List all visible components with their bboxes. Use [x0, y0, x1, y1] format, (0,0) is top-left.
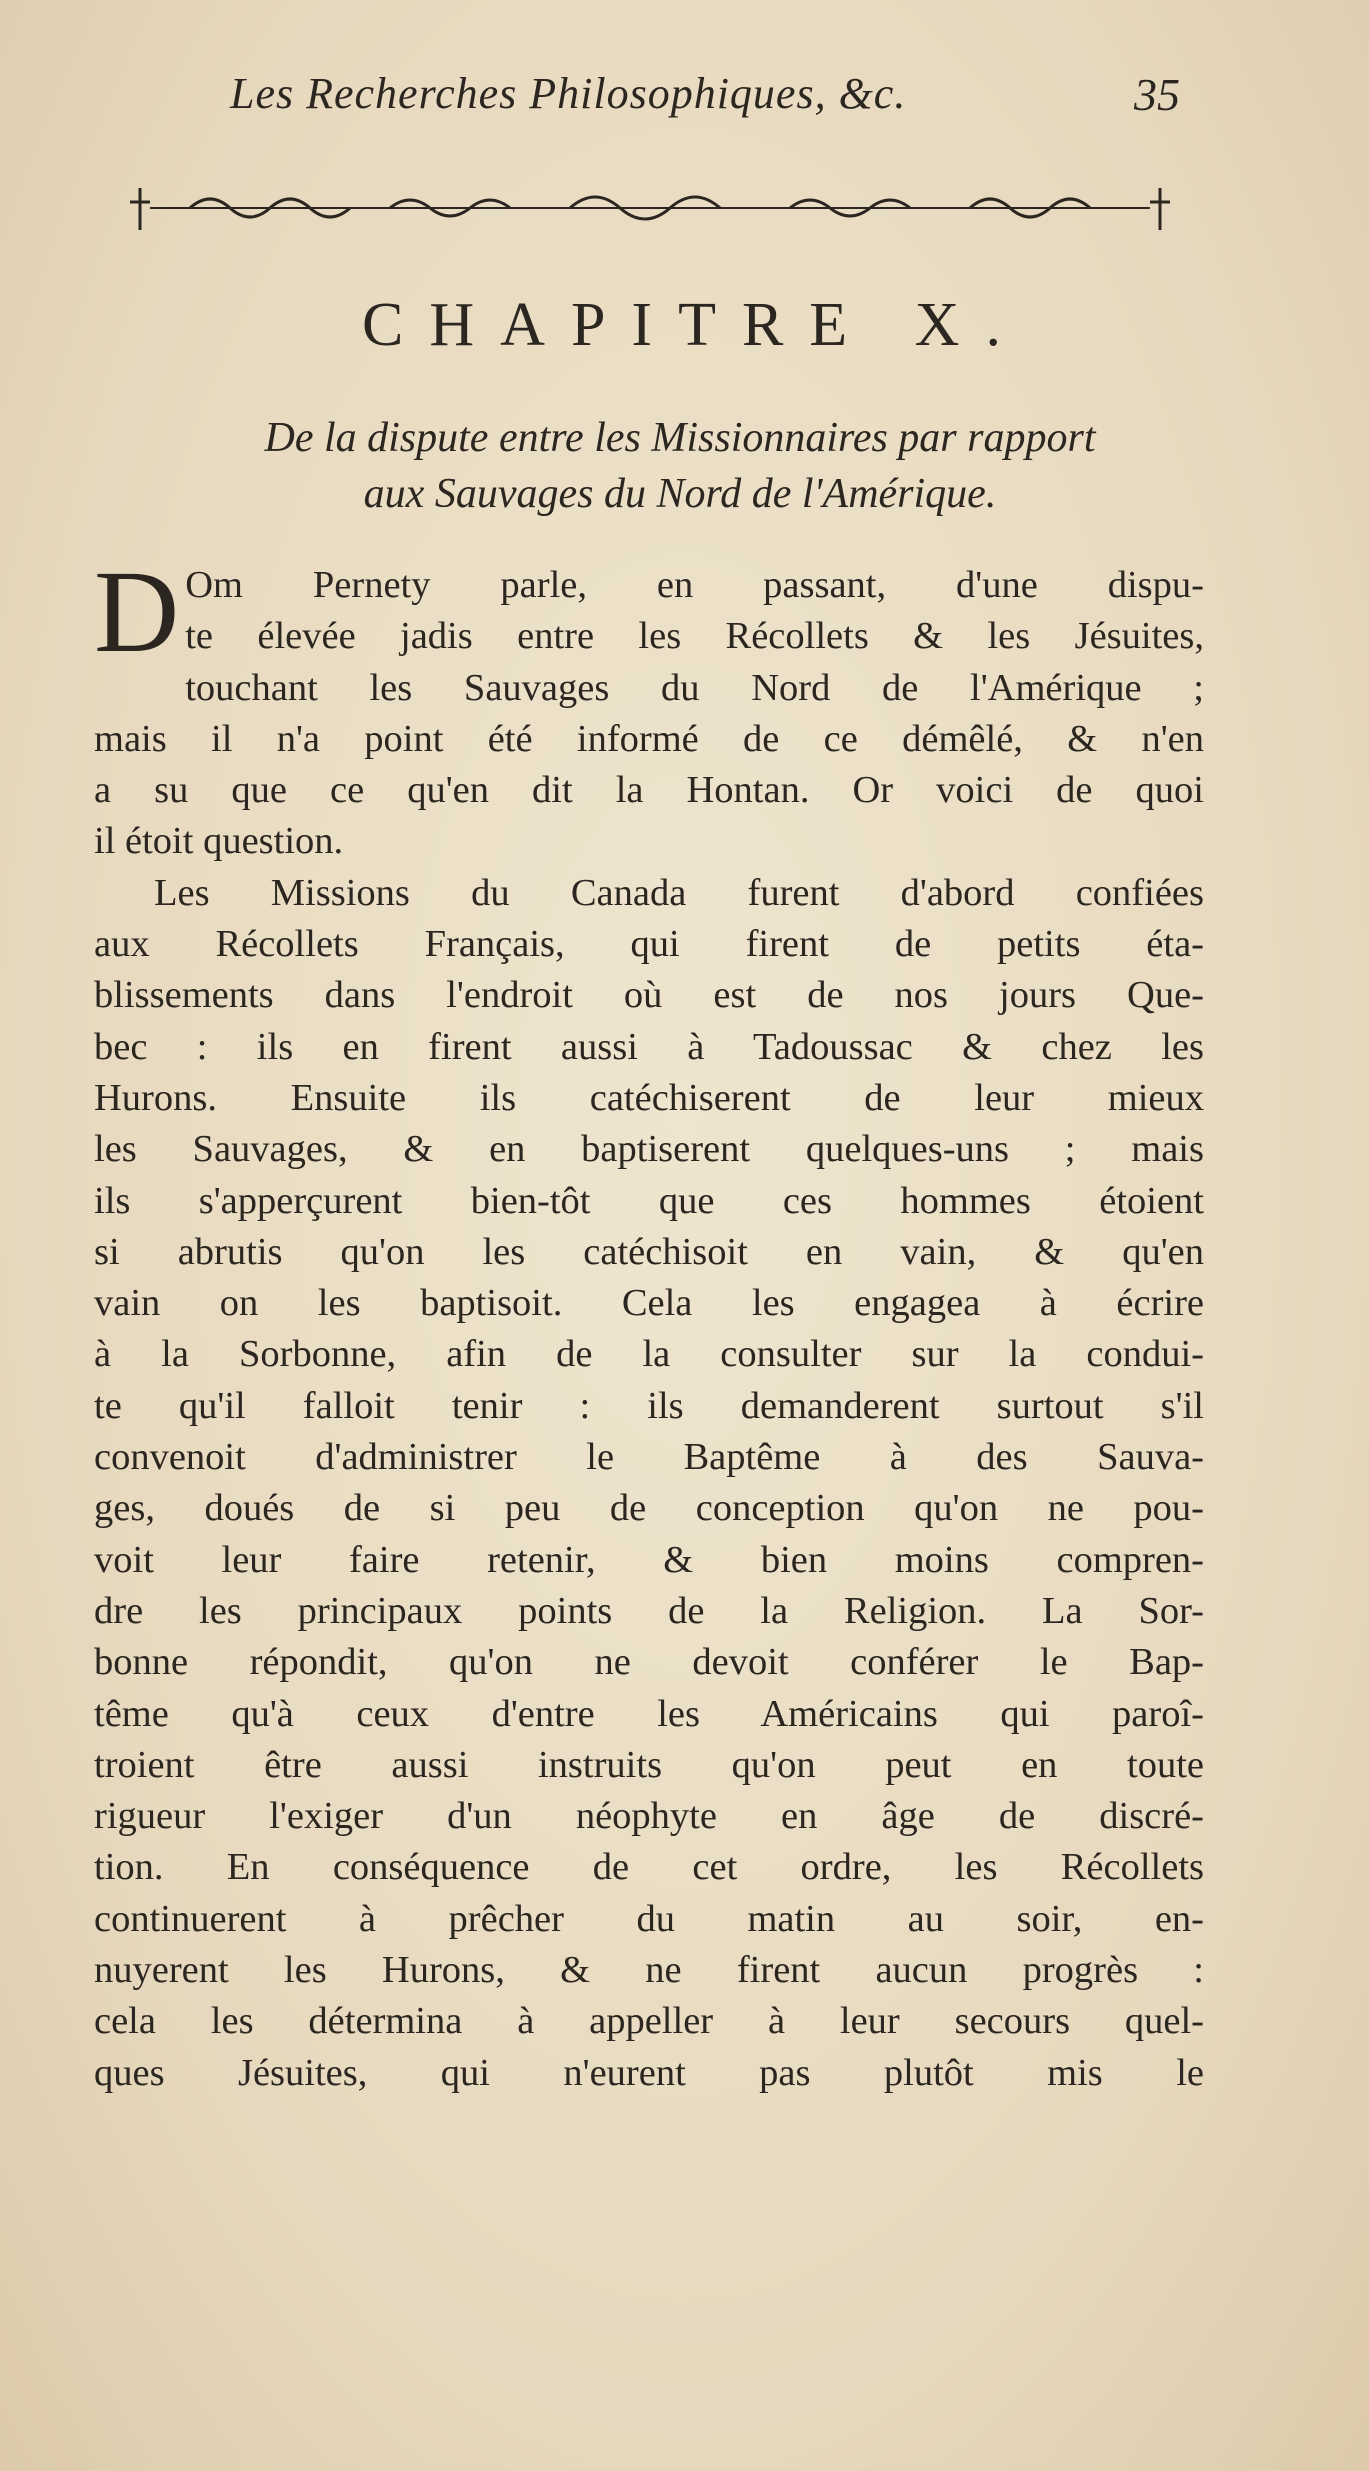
- subtitle-line: aux Sauvages du Nord de l'Amérique.: [363, 471, 997, 517]
- drop-cap: D: [94, 546, 180, 677]
- text-line: nuyerent les Hurons, & ne firent aucun progrès :: [94, 1949, 1204, 1992]
- text-line: troient être aussi instruits qu'on peut en toute: [94, 1743, 1204, 1786]
- text-line: mais il n'a point été informé de ce démêlé, & n'en: [94, 717, 1204, 760]
- text-line: ges, doués de si peu de conception qu'on ne pou-: [94, 1487, 1204, 1530]
- text-line: convenoit d'administrer le Baptême à des Sauva-: [94, 1436, 1204, 1479]
- ornament-divider: [130, 178, 1170, 238]
- text-line: Om Pernety parle, en passant, d'une dispu-: [185, 564, 1204, 606]
- text-line: touchant les Sauvages du Nord de l'Amérique ;: [185, 666, 1204, 709]
- text-line: Hurons. Ensuite ils catéchiserent de leur mieux: [94, 1076, 1204, 1119]
- page-number: 35: [1134, 69, 1180, 120]
- text-line: vain on les baptisoit. Cela les engagea à écrire: [94, 1282, 1204, 1325]
- running-title: Les Recherches Philosophiques, &c.: [230, 69, 907, 118]
- text-line: tême qu'à ceux d'entre les Américains qui paroî-: [94, 1692, 1204, 1735]
- text-line: te élevée jadis entre les Récollets & les Jésuites,: [185, 615, 1204, 658]
- paragraph-1: [94, 546, 1204, 868]
- subtitle-line: De la dispute entre les Missionnaires par rapport: [264, 415, 1096, 461]
- body-text: [94, 546, 1204, 2099]
- text-line: te qu'il falloit tenir : ils demanderent surtout s'il: [94, 1384, 1204, 1427]
- chapter-title: CHAPITRE X.: [362, 291, 1027, 359]
- text-line: il étoit question.: [94, 820, 344, 863]
- page-header: [220, 68, 1180, 138]
- text-line: bonne répondit, qu'on ne devoit conférer le Bap-: [94, 1641, 1204, 1684]
- text-line: continuerent à prêcher du matin au soir, en-: [94, 1897, 1204, 1940]
- text-line: voit leur faire retenir, & bien moins compren-: [94, 1538, 1204, 1581]
- text-line: a su que ce qu'en dit la Hontan. Or voici de quoi: [94, 769, 1204, 812]
- text-line: aux Récollets Français, qui firent de petits éta-: [94, 923, 1204, 966]
- text-line: bec : ils en firent aussi à Tadoussac & chez les: [94, 1025, 1204, 1068]
- text-line: rigueur l'exiger d'un néophyte en âge de discré-: [94, 1795, 1204, 1838]
- text-line: ques Jésuites, qui n'eurent pas plutôt mis le: [94, 2051, 1204, 2094]
- text-line: les Sauvages, & en baptiserent quelques-uns ; mais: [94, 1128, 1204, 1171]
- text-line: ils s'apperçurent bien-tôt que ces hommes étoient: [94, 1179, 1204, 1222]
- paragraph-2: [94, 868, 1204, 2099]
- text-line: si abrutis qu'on les catéchisoit en vain, & qu'en: [94, 1230, 1204, 1273]
- chapter-subtitle: [140, 410, 1220, 522]
- text-line: dre les principaux points de la Religion. La Sor-: [94, 1589, 1204, 1632]
- text-line: Les Missions du Canada furent d'abord confiées: [154, 871, 1204, 914]
- text-line: blissements dans l'endroit où est de nos jours Que-: [94, 974, 1204, 1017]
- text-line: cela les détermina à appeller à leur secours quel-: [94, 2000, 1204, 2043]
- text-line: tion. En conséquence de cet ordre, les Récollets: [94, 1846, 1204, 1889]
- text-line: à la Sorbonne, afin de la consulter sur la condui-: [94, 1333, 1204, 1376]
